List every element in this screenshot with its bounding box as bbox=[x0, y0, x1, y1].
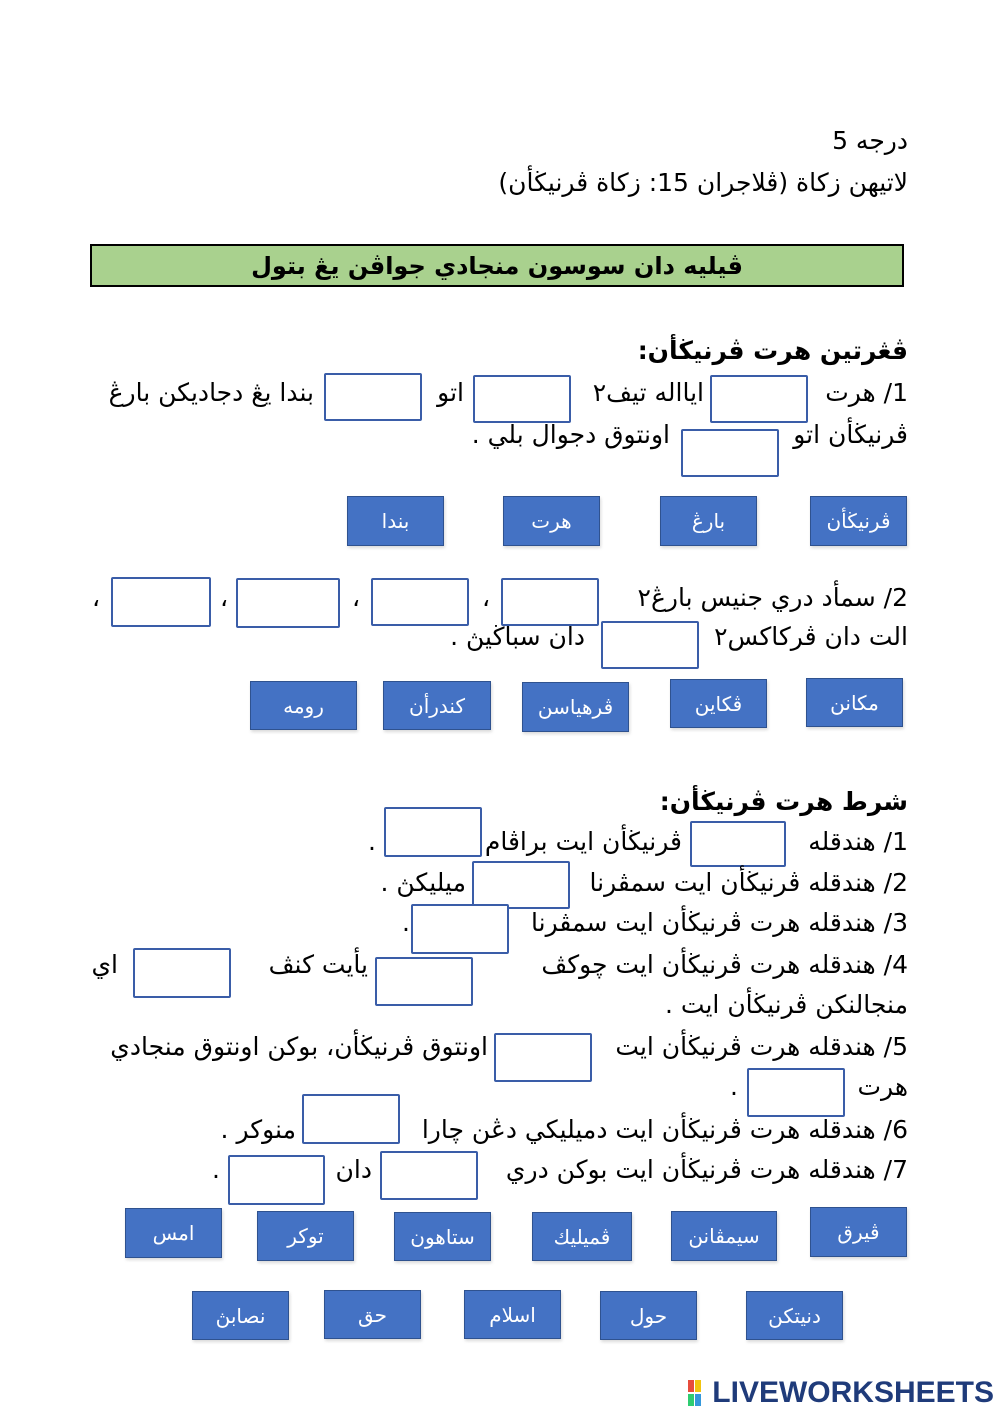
q2-text-c: دان سباڬيڽ . bbox=[450, 622, 585, 651]
q2-blank-5[interactable] bbox=[601, 621, 699, 669]
s2-l5-text-b: اونتوق ڤرنيڬأن، بوكن اونتوق منجادي bbox=[110, 1032, 488, 1061]
s2-l5-text-d: . bbox=[730, 1072, 738, 1101]
s2-option-1[interactable]: ڤيرق bbox=[810, 1207, 907, 1257]
q2-comma-3: ، bbox=[220, 583, 229, 612]
q2-comma-2: ، bbox=[352, 583, 361, 612]
q2-option-4[interactable]: كندرأن bbox=[383, 681, 491, 730]
s2-l5-text-a: 5/ هندقله هرت ڤرنيڬأن ايت bbox=[615, 1032, 908, 1061]
s2-option-3[interactable]: ڤميليك bbox=[532, 1212, 632, 1261]
s2-option-10[interactable]: حق bbox=[324, 1290, 421, 1339]
q1-option-4[interactable]: بندا bbox=[347, 496, 444, 546]
s2-option-2[interactable]: سيمڤانن bbox=[671, 1211, 777, 1261]
s2-l4-blank-2[interactable] bbox=[133, 948, 231, 998]
s2-option-11[interactable]: نصابڽ bbox=[192, 1291, 289, 1340]
q2-option-1[interactable]: مكانن bbox=[806, 678, 903, 727]
s2-l6-text-b: منوكر . bbox=[220, 1115, 296, 1144]
s2-l4-text-d: منجالنكن ڤرنيڬأن ايت . bbox=[665, 990, 908, 1019]
q2-blank-4[interactable] bbox=[111, 577, 211, 627]
s2-option-5[interactable]: توكر bbox=[257, 1211, 354, 1261]
s2-l7-blank-1[interactable] bbox=[380, 1151, 478, 1200]
q2-comma-1: ، bbox=[482, 583, 491, 612]
liveworksheets-logo-text: LIVEWORKSHEETS bbox=[712, 1376, 994, 1409]
s2-l4-text-b: يأيت كنڤ bbox=[268, 950, 368, 979]
q1-text-d: بندا يڠ دجاديكن بارڠ bbox=[108, 378, 314, 407]
s2-l3-text-b: . bbox=[402, 908, 410, 937]
q2-text-b: الت دان ڤركاكس٢ bbox=[714, 622, 908, 651]
q2-comma-4: ، bbox=[92, 583, 101, 612]
s2-l1-text-b: ڤرنيڬأن ايت براڤام bbox=[484, 827, 682, 856]
q1-blank-3[interactable] bbox=[324, 373, 422, 421]
q2-option-2[interactable]: ڤكاين bbox=[670, 679, 767, 728]
s2-l2-text-b: ميليكڽ . bbox=[380, 868, 466, 897]
q1-option-1[interactable]: ڤرنيڬأن bbox=[810, 496, 907, 546]
s2-l5-text-c: هرت bbox=[857, 1072, 908, 1101]
q1-blank-1[interactable] bbox=[710, 375, 808, 423]
s2-option-6[interactable]: امس bbox=[125, 1208, 222, 1258]
s2-l7-text-c: . bbox=[212, 1155, 220, 1184]
q2-blank-3[interactable] bbox=[236, 578, 340, 628]
s2-l4-text-a: 4/ هندقله هرت ڤرنيڬأن ايت چوكڤ bbox=[541, 950, 908, 979]
q1-text-c: اتو bbox=[437, 378, 464, 407]
s2-l7-text-a: 7/ هندقله هرت ڤرنيڬأن ايت بوكن دري bbox=[505, 1155, 908, 1184]
s2-l4-blank-1[interactable] bbox=[375, 957, 473, 1006]
q2-option-5[interactable]: رومه bbox=[250, 681, 357, 730]
s2-l1-blank-2[interactable] bbox=[384, 807, 482, 857]
s2-l1-text-a: 1/ هندقله bbox=[808, 827, 908, 856]
grade-label: درجه 5 bbox=[832, 126, 908, 155]
s2-option-4[interactable]: ستاهون bbox=[394, 1212, 491, 1261]
s2-l7-text-b: دان bbox=[335, 1155, 372, 1184]
s2-option-7[interactable]: دنيتكن bbox=[746, 1291, 843, 1340]
q1-text-b: ايااله تيف٢ bbox=[592, 378, 704, 407]
q2-text-a: 2/ سمأد دري جنيس بارڠ٢ bbox=[637, 583, 908, 612]
s2-l6-blank-1[interactable] bbox=[302, 1094, 400, 1144]
s2-l3-blank-1[interactable] bbox=[411, 904, 509, 954]
s2-l6-text-a: 6/ هندقله هرت ڤرنيڬأن ايت دميليكي دڠن چارا bbox=[421, 1115, 908, 1144]
q1-option-3[interactable]: هرت bbox=[503, 496, 600, 546]
q2-blank-2[interactable] bbox=[371, 578, 469, 626]
q1-blank-4[interactable] bbox=[681, 429, 779, 477]
q1-blank-2[interactable] bbox=[473, 375, 571, 423]
s2-l3-text-a: 3/ هندقله هرت ڤرنيڬأن ايت سمڤرنا bbox=[531, 908, 908, 937]
s2-l5-blank-1[interactable] bbox=[494, 1033, 592, 1082]
s2-l2-text-a: 2/ هندقله ڤرنيڬأن ايت سمڤرنا bbox=[589, 868, 908, 897]
s2-l1-blank-1[interactable] bbox=[690, 821, 786, 867]
liveworksheets-logo bbox=[688, 1376, 994, 1410]
q2-blank-1[interactable] bbox=[501, 578, 599, 626]
section1-heading: ڤڠرتين هرت ڤرنيڬأن: bbox=[637, 336, 908, 365]
q1-text-f: اونتوق دجوال بلي . bbox=[471, 420, 670, 449]
s2-option-9[interactable]: اسلام bbox=[464, 1290, 561, 1339]
section2-heading: شرط هرت ڤرنيڬأن: bbox=[659, 787, 908, 816]
q1-text-a: 1/ هرت bbox=[825, 378, 908, 407]
instruction-banner: ڤيليه دان سوسون منجادي جواڤن يڠ بتول bbox=[90, 244, 904, 287]
q1-option-2[interactable]: بارڠ bbox=[660, 496, 757, 546]
q2-option-3[interactable]: ڤرهياسن bbox=[522, 682, 629, 732]
s2-option-8[interactable]: حول bbox=[600, 1291, 697, 1340]
worksheet-title: لاتيهن زكاة (ڤلاجران 15: زكاة ڤرنيڬأن) bbox=[498, 168, 908, 197]
s2-l1-text-c: . bbox=[368, 827, 376, 856]
s2-l7-blank-2[interactable] bbox=[228, 1155, 325, 1205]
s2-l4-text-c: اي bbox=[91, 950, 118, 979]
s2-l2-blank-1[interactable] bbox=[472, 861, 570, 909]
q1-text-e: ڤرنيڬأن اتو bbox=[793, 420, 908, 449]
liveworksheets-logo-icon bbox=[688, 1380, 708, 1406]
s2-l5-blank-2[interactable] bbox=[747, 1068, 845, 1117]
